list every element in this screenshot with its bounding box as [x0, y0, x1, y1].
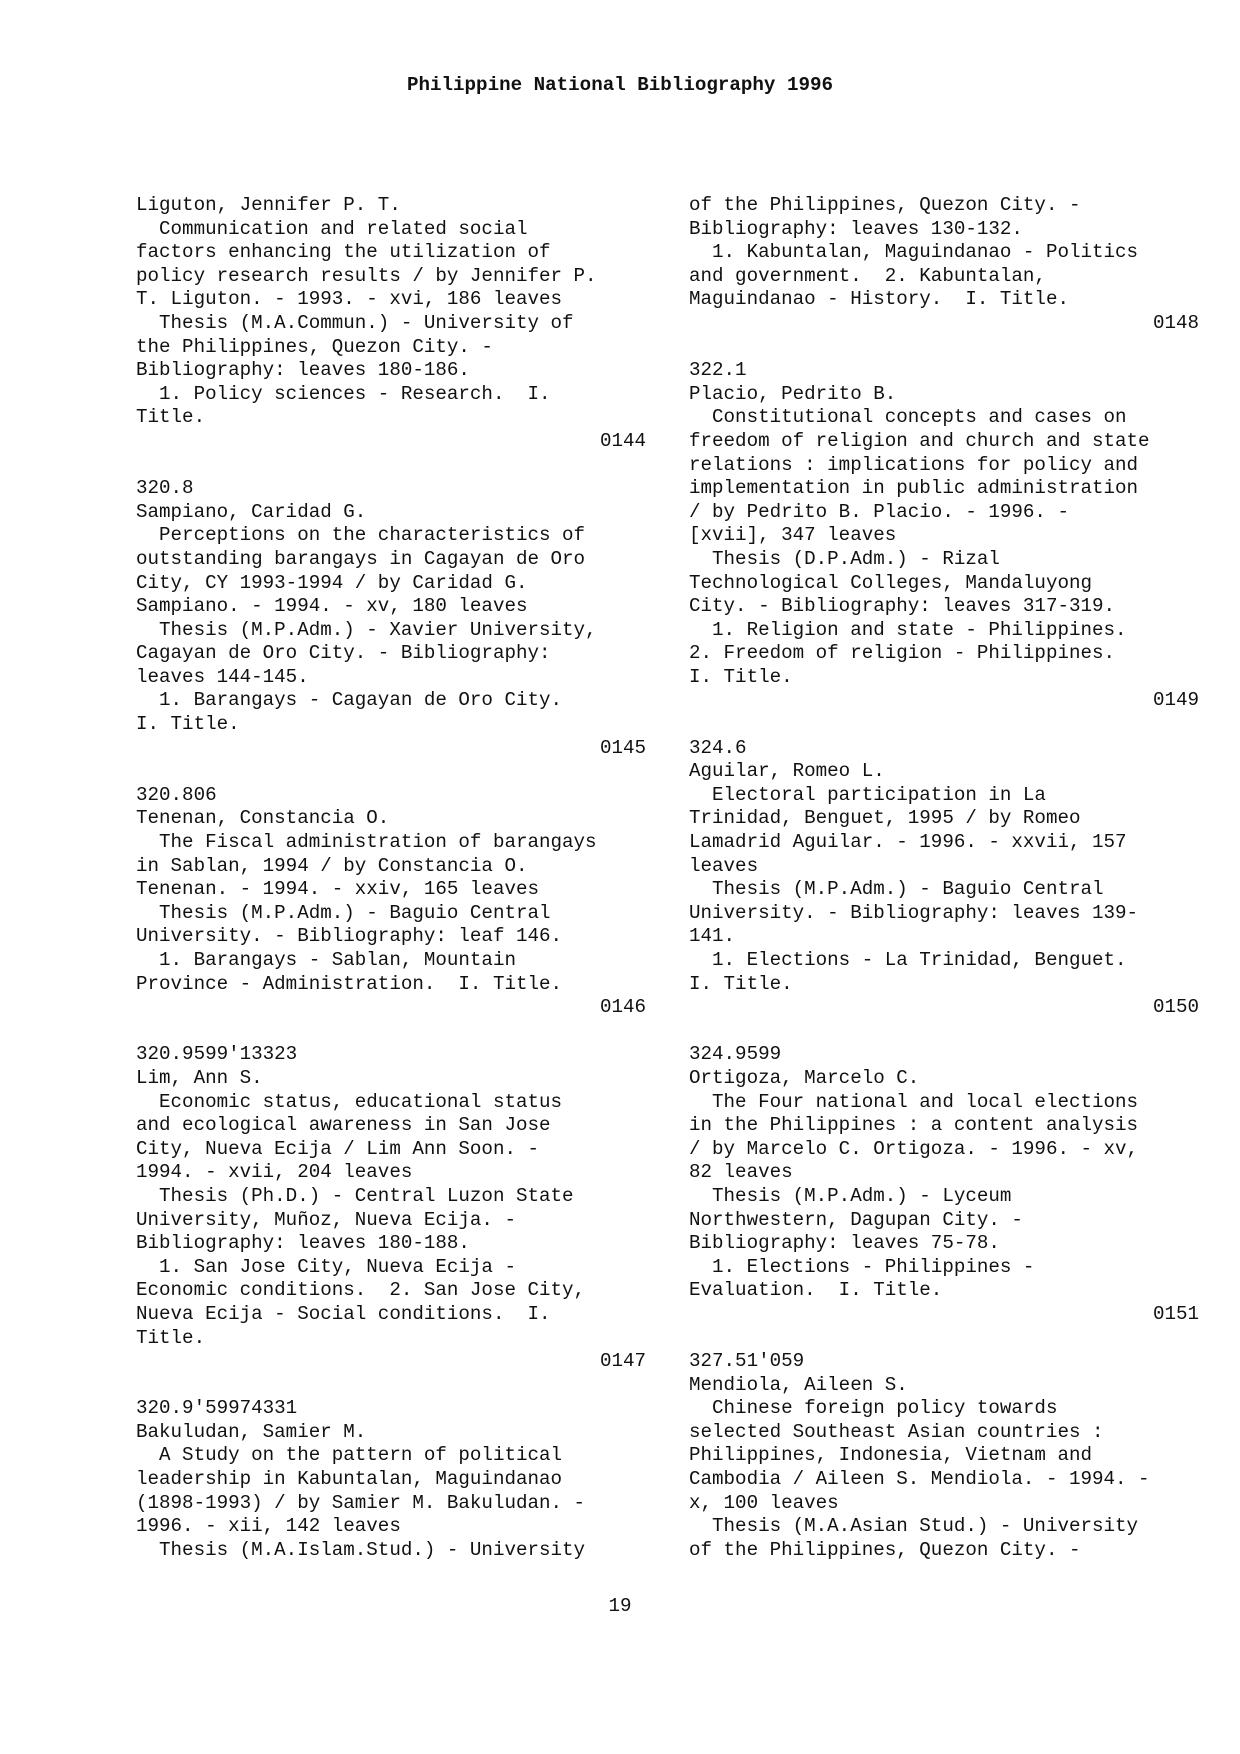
entry-line: Title. [136, 406, 206, 429]
entry-line: Bibliography: leaves 180-188. [136, 1232, 470, 1255]
entry-line: Thesis (M.A.Commun.) - University of [136, 311, 574, 334]
entry-line: University. - Bibliography: leaves 139- [689, 901, 1139, 924]
bibliography-entry [136, 477, 646, 760]
entry-line: The Four national and local elections [689, 1090, 1139, 1113]
page-title: Philippine National Bibliography 1996 [406, 74, 834, 96]
entry-line: 141. [689, 925, 736, 948]
entry-line: 322.1 [689, 359, 747, 382]
entry-line: Electoral participation in La [689, 783, 1046, 806]
entry-line: Sampiano, Caridad G. [136, 500, 367, 523]
entry-line: 1996. - xii, 142 leaves [136, 1515, 401, 1538]
entry-line: Thesis (M.A.Asian Stud.) - University [689, 1515, 1139, 1538]
entry-line: I. Title. [136, 713, 240, 736]
entry-line: 1. Barangays - Cagayan de Oro City. [136, 689, 563, 712]
entry-line: leaves 144-145. [136, 665, 309, 688]
bibliography-entry [136, 1397, 646, 1562]
entry-spacer [136, 454, 646, 478]
entry-spacer [136, 760, 646, 784]
entry-line: selected Southeast Asian countries : [689, 1420, 1104, 1443]
entry-spacer [689, 336, 1199, 360]
bibliography-entry [136, 194, 646, 454]
entry-line: of the Philippines, Quezon City. - [689, 194, 1081, 216]
entry-line: 320.9599'13323 [136, 1043, 298, 1066]
entry-line: University. - Bibliography: leaf 146. [136, 925, 563, 948]
entry-line: Trinidad, Benguet, 1995 / by Romeo [689, 807, 1081, 830]
entry-line: T. Liguton. - 1993. - xvi, 186 leaves [136, 288, 563, 311]
entry-line: / by Marcelo C. Ortigoza. - 1996. - xv, [689, 1137, 1139, 1160]
entry-line: Thesis (M.P.Adm.) - Baguio Central [136, 901, 551, 924]
entry-line: Placio, Pedrito B. [689, 382, 897, 405]
entry-line: Thesis (M.P.Adm.) - Baguio Central [689, 878, 1104, 901]
entry-line: Economic conditions. 2. San Jose City, [136, 1279, 586, 1302]
entry-line: 1994. - xvii, 204 leaves [136, 1161, 413, 1184]
entry-line: 1. Religion and state - Philippines. [689, 618, 1127, 641]
entry-line: 1. Barangays - Sablan, Mountain [136, 949, 516, 971]
entry-line: Philippines, Indonesia, Vietnam and [689, 1444, 1093, 1467]
entry-line: the Philippines, Quezon City. - [136, 335, 493, 358]
bibliography-entry [689, 1350, 1199, 1562]
entry-line: factors enhancing the utilization of [136, 241, 551, 264]
entry-line: [xvii], 347 leaves [689, 524, 897, 547]
entry-spacer [136, 1374, 646, 1398]
entry-line: 1. Elections - Philippines - [689, 1255, 1035, 1278]
entry-line: A Study on the pattern of political [136, 1444, 563, 1467]
bibliography-entry [136, 784, 646, 1020]
bibliography-entry [689, 359, 1199, 713]
entry-line: leaves [689, 854, 759, 877]
entry-line: Mendiola, Aileen S. [689, 1373, 908, 1396]
entry-number: 0147 [599, 1350, 646, 1373]
entry-line: Thesis (M.P.Adm.) - Lyceum [689, 1184, 1012, 1207]
entry-line: Lim, Ann S. [136, 1066, 263, 1089]
entry-line: Lamadrid Aguilar. - 1996. - xxvii, 157 [689, 831, 1127, 854]
entry-line: Cagayan de Oro City. - Bibliography: [136, 642, 551, 665]
entry-line: Economic status, educational status [136, 1090, 563, 1113]
entry-line: University, Muñoz, Nueva Ecija. - [136, 1208, 516, 1231]
entry-line: Nueva Ecija - Social conditions. I. [136, 1302, 551, 1325]
entry-line: Thesis (M.A.Islam.Stud.) - University [136, 1538, 586, 1561]
entry-line: City. - Bibliography: leaves 317-319. [689, 595, 1116, 618]
entry-line: Tenenan, Constancia O. [136, 807, 390, 830]
entry-line: The Fiscal administration of barangays [136, 831, 597, 854]
entry-line: policy research results / by Jennifer P. [136, 264, 597, 287]
entry-spacer [689, 1327, 1199, 1351]
entry-line: Bibliography: leaves 130-132. [689, 217, 1023, 240]
entry-line: 320.9'59974331 [136, 1397, 298, 1420]
bibliography-entry [689, 1043, 1199, 1326]
entry-line: City, Nueva Ecija / Lim Ann Soon. - [136, 1137, 540, 1160]
entry-line: Title. [136, 1326, 206, 1349]
entry-line: / by Pedrito B. Placio. - 1996. - [689, 500, 1069, 523]
entry-line: Tenenan. - 1994. - xxiv, 165 leaves [136, 878, 540, 901]
entry-number: 0149 [1152, 689, 1199, 712]
entry-line: Sampiano. - 1994. - xv, 180 leaves [136, 595, 528, 618]
entry-line: 320.8 [136, 477, 194, 500]
entry-line: outstanding barangays in Cagayan de Oro [136, 547, 586, 570]
entry-number: 0151 [1152, 1302, 1199, 1325]
entry-line: Liguton, Jennifer P. T. [136, 194, 401, 216]
bibliography-entry [689, 194, 1199, 336]
entry-line: 327.51'059 [689, 1350, 805, 1373]
entry-number: 0150 [1152, 996, 1199, 1019]
entry-spacer [689, 713, 1199, 737]
right-column [689, 194, 1199, 1562]
entry-line: 1. Elections - La Trinidad, Benguet. [689, 949, 1127, 971]
entry-line: I. Title. [689, 665, 793, 688]
entry-line: Chinese foreign policy towards [689, 1397, 1058, 1420]
entry-line: 324.9599 [689, 1043, 782, 1066]
entry-line: 1. Policy sciences - Research. I. [136, 382, 551, 405]
entry-line: leadership in Kabuntalan, Maguindanao [136, 1468, 563, 1491]
entry-number: 0145 [599, 736, 646, 759]
entry-line: Bakuludan, Samier M. [136, 1420, 367, 1443]
entry-line: and ecological awareness in San Jose [136, 1114, 551, 1137]
entry-line: in the Philippines : a content analysis [689, 1114, 1139, 1137]
entry-line: Evaluation. I. Title. [689, 1279, 943, 1302]
entry-line: Thesis (Ph.D.) - Central Luzon State [136, 1184, 574, 1207]
entry-line: 1. San Jose City, Nueva Ecija - [136, 1255, 516, 1278]
entry-line: 82 leaves [689, 1161, 793, 1184]
entry-line: Thesis (D.P.Adm.) - Rizal [689, 547, 1000, 570]
entry-line: 324.6 [689, 736, 747, 759]
entry-line: Perceptions on the characteristics of [136, 524, 586, 547]
entry-line: Thesis (M.P.Adm.) - Xavier University, [136, 618, 597, 641]
entry-line: City, CY 1993-1994 / by Caridad G. [136, 571, 528, 594]
entry-line: Cambodia / Aileen S. Mendiola. - 1994. - [689, 1468, 1150, 1491]
entry-line: in Sablan, 1994 / by Constancia O. [136, 854, 528, 877]
entry-line: relations : implications for policy and [689, 453, 1139, 476]
entry-line: and government. 2. Kabuntalan, [689, 264, 1046, 287]
entry-line: 1. Kabuntalan, Maguindanao - Politics [689, 241, 1139, 264]
entry-line: of the Philippines, Quezon City. - [689, 1538, 1081, 1561]
entry-line: Maguindanao - History. I. Title. [689, 288, 1069, 311]
entry-line: I. Title. [689, 972, 793, 995]
entry-line: Communication and related social [136, 217, 528, 240]
entry-line: Ortigoza, Marcelo C. [689, 1066, 920, 1089]
bibliography-entry [136, 1043, 646, 1373]
entry-line: Aguilar, Romeo L. [689, 760, 885, 783]
page-number: 19 [608, 1595, 632, 1617]
entry-number: 0144 [599, 429, 646, 452]
entry-line: Bibliography: leaves 180-186. [136, 359, 470, 382]
entry-line: 320.806 [136, 783, 217, 806]
entry-line: (1898-1993) / by Samier M. Bakuludan. - [136, 1491, 586, 1514]
entry-number: 0148 [1152, 311, 1199, 334]
entry-number: 0146 [599, 996, 646, 1019]
entry-line: implementation in public administration [689, 477, 1139, 500]
entry-line: Province - Administration. I. Title. [136, 972, 563, 995]
entry-line: 2. Freedom of religion - Philippines. [689, 642, 1116, 665]
entry-line: freedom of religion and church and state [689, 429, 1150, 452]
entry-line: Northwestern, Dagupan City. - [689, 1208, 1023, 1231]
entry-line: Technological Colleges, Mandaluyong [689, 571, 1093, 594]
entry-line: x, 100 leaves [689, 1491, 839, 1514]
bibliography-entry [689, 737, 1199, 1020]
entry-spacer [136, 1020, 646, 1044]
left-column [136, 194, 646, 1562]
entry-line: Constitutional concepts and cases on [689, 406, 1127, 429]
entry-spacer [689, 1020, 1199, 1044]
entry-line: Bibliography: leaves 75-78. [689, 1232, 1000, 1255]
